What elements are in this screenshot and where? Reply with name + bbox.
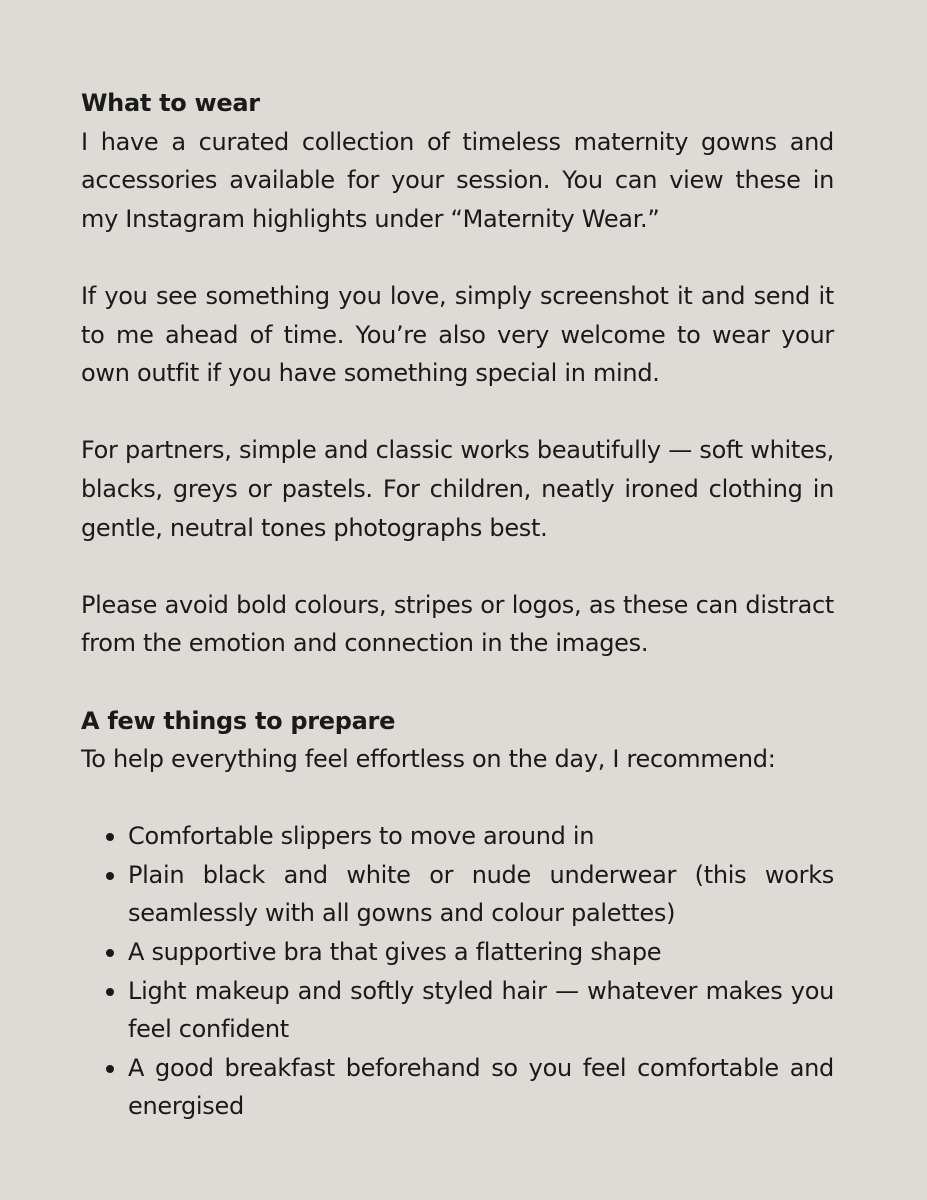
list-item-text: Light makeup and softly styled hair — whatever makes you feel confident	[128, 976, 834, 1044]
bullet-icon	[106, 949, 114, 957]
wear-paragraph-screenshot: If you see something you love, simply screenshot it and send it to me ahead of time. You’re also very welcome to wear your own outfit if you have something special in mind.	[81, 281, 834, 388]
prepare-intro: To help everything feel effortless on the day, I recommend:	[81, 745, 776, 774]
bullet-icon	[106, 833, 114, 841]
wear-paragraph-gowns: I have a curated collection of timeless maternity gowns and accessories available for your session. You can view these in my Instagram highlights under “Maternity Wear.”	[81, 127, 834, 233]
wear-paragraph-partners: For partners, simple and classic works beautifully — soft whites, blacks, greys or pastels. For children, neatly ironed clothing in gentle, neutral tones photographs best.	[81, 436, 834, 542]
bullet-icon	[106, 988, 114, 996]
list-item-text: A supportive bra that gives a flattering shape	[128, 938, 662, 967]
bullet-icon	[106, 1065, 114, 1073]
list-item-text: A good breakfast beforehand so you feel comfortable and energised	[128, 1053, 834, 1121]
list-item	[81, 933, 834, 972]
list-item	[81, 972, 834, 1049]
prepare-heading: A few things to prepare	[81, 706, 396, 735]
list-item	[81, 817, 834, 856]
list-item-text: Comfortable slippers to move around in	[128, 822, 595, 851]
bullet-icon	[106, 872, 114, 880]
list-item-text: Plain black and white or nude underwear (this works seamlessly with all gowns and colour palettes)	[128, 860, 834, 928]
list-item	[81, 856, 834, 933]
list-item	[81, 1049, 834, 1126]
wear-paragraph-avoid: Please avoid bold colours, stripes or logos, as these can distract from the emotion and connection in the images.	[81, 590, 834, 658]
prepare-list	[81, 817, 834, 1126]
what-to-wear-heading: What to wear	[81, 89, 260, 117]
